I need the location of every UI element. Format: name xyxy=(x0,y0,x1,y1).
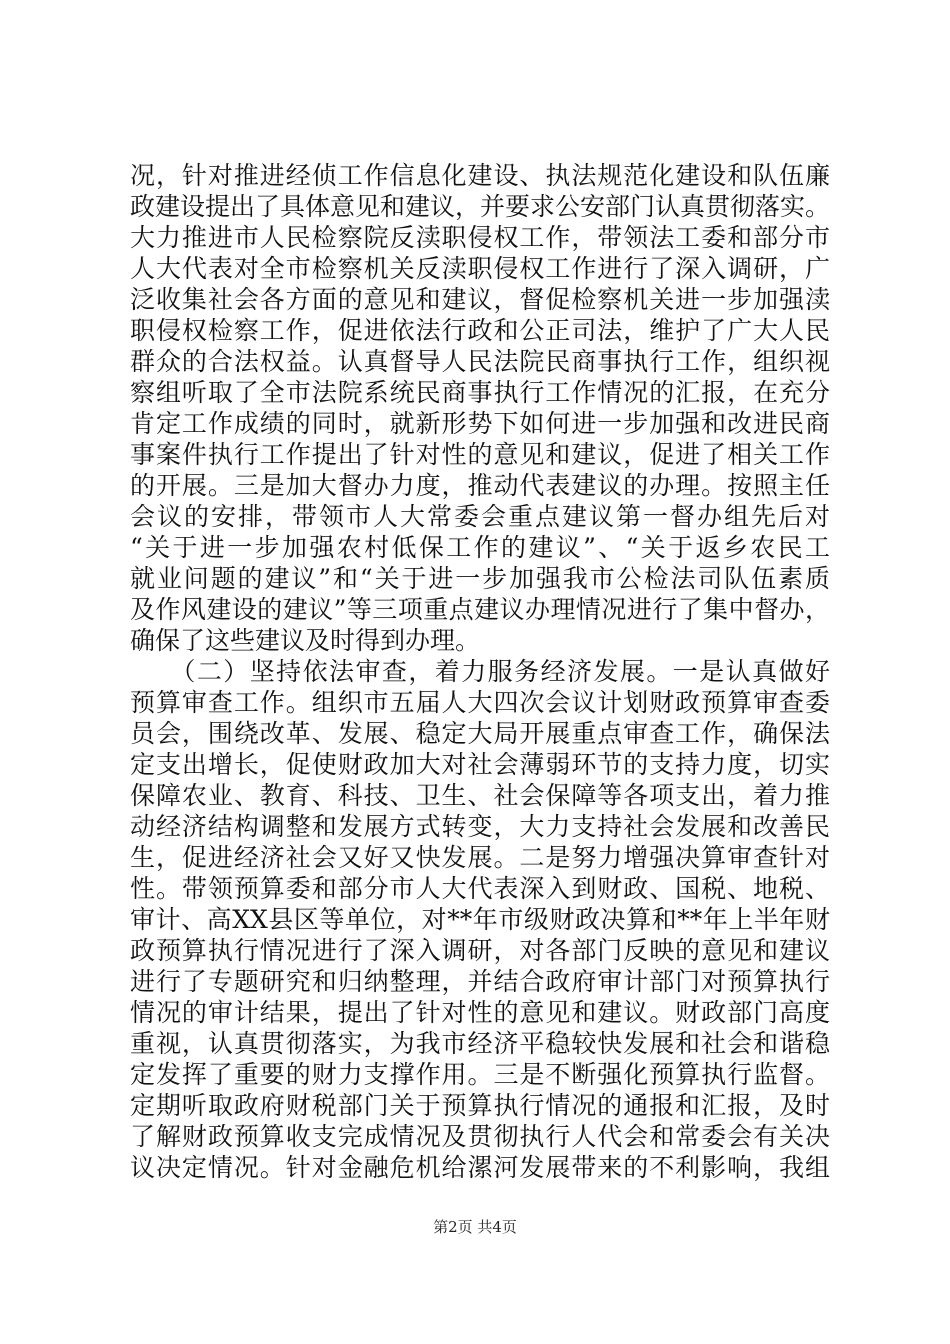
text-line: 定期听取政府财税部门关于预算执行情况的通报和汇报，及时 xyxy=(130,1091,830,1120)
paragraph-start-line: （二）坚持依法审查，着力服务经济发展。一是认真做好 xyxy=(130,657,830,686)
text-line: 了解财政预算收支完成情况及贯彻执行人代会和常委会有关决 xyxy=(130,1122,830,1151)
text-line: 定支出增长，促使财政加大对社会薄弱环节的支持力度，切实 xyxy=(130,750,830,779)
text-line: 事案件执行工作提出了针对性的意见和建议，促进了相关工作 xyxy=(130,440,830,469)
text-line: 人大代表对全市检察机关反渎职侵权工作进行了深入调研，广 xyxy=(130,254,830,283)
text-line: 保障农业、教育、科技、卫生、社会保障等各项支出，着力推 xyxy=(130,781,830,810)
text-line: 生，促进经济社会又好又快发展。二是努力增强决算审查针对 xyxy=(130,843,830,872)
page-number-footer: 第2页 共4页 xyxy=(433,1218,517,1236)
text-line: 泛收集社会各方面的意见和建议，督促检察机关进一步加强渎 xyxy=(130,285,830,314)
text-line: 会议的安排，带领市人大常委会重点建议第一督办组先后对 xyxy=(130,502,830,531)
body-text xyxy=(130,160,830,1183)
text-line: 情况的审计结果，提出了针对性的意见和建议。财政部门高度 xyxy=(130,998,830,1027)
text-line: 察组听取了全市法院系统民商事执行工作情况的汇报，在充分 xyxy=(130,378,830,407)
text-line: 群众的合法权益。认真督导人民法院民商事执行工作，组织视 xyxy=(130,347,830,376)
text-line: 况，针对推进经侦工作信息化建设、执法规范化建设和队伍廉 xyxy=(130,161,830,190)
text-line: 及作风建设的建议”等三项重点建议办理情况进行了集中督办， xyxy=(130,595,830,624)
text-line: 的开展。三是加大督办力度，推动代表建议的办理。按照主任 xyxy=(130,471,830,500)
text-line: 预算审查工作。组织市五届人大四次会议计划财政预算审查委 xyxy=(130,688,830,717)
text-line: 大力推进市人民检察院反渎职侵权工作，带领法工委和部分市 xyxy=(130,223,830,252)
text-line: 就业问题的建议”和“关于进一步加强我市公检法司队伍素质 xyxy=(130,564,830,593)
text-line: 议决定情况。针对金融危机给漯河发展带来的不利影响，我组 xyxy=(130,1153,830,1182)
text-line: 政预算执行情况进行了深入调研，对各部门反映的意见和建议 xyxy=(130,936,830,965)
text-line: 定发挥了重要的财力支撑作用。三是不断强化预算执行监督。 xyxy=(130,1060,830,1089)
text-line: 动经济结构调整和发展方式转变，大力支持社会发展和改善民 xyxy=(130,812,830,841)
text-line: 审计、高XX县区等单位，对**年市级财政决算和**年上半年财 xyxy=(130,905,830,934)
text-line: 职侵权检察工作，促进依法行政和公正司法，维护了广大人民 xyxy=(130,316,830,345)
text-line: 确保了这些建议及时得到办理。 xyxy=(130,626,481,655)
text-line: 重视，认真贯彻落实，为我市经济平稳较快发展和社会和谐稳 xyxy=(130,1029,830,1058)
text-line: 政建设提出了具体意见和建议，并要求公安部门认真贯彻落实。 xyxy=(130,192,831,221)
text-line: 员会，围绕改革、发展、稳定大局开展重点审查工作，确保法 xyxy=(130,719,830,748)
text-line: 性。带领预算委和部分市人大代表深入到财政、国税、地税、 xyxy=(130,874,830,903)
text-line: 肯定工作成绩的同时，就新形势下如何进一步加强和改进民商 xyxy=(130,409,830,438)
text-line: 进行了专题研究和归纳整理，并结合政府审计部门对预算执行 xyxy=(130,967,830,996)
text-line: “关于进一步加强农村低保工作的建议”、“关于返乡农民工 xyxy=(130,533,830,562)
